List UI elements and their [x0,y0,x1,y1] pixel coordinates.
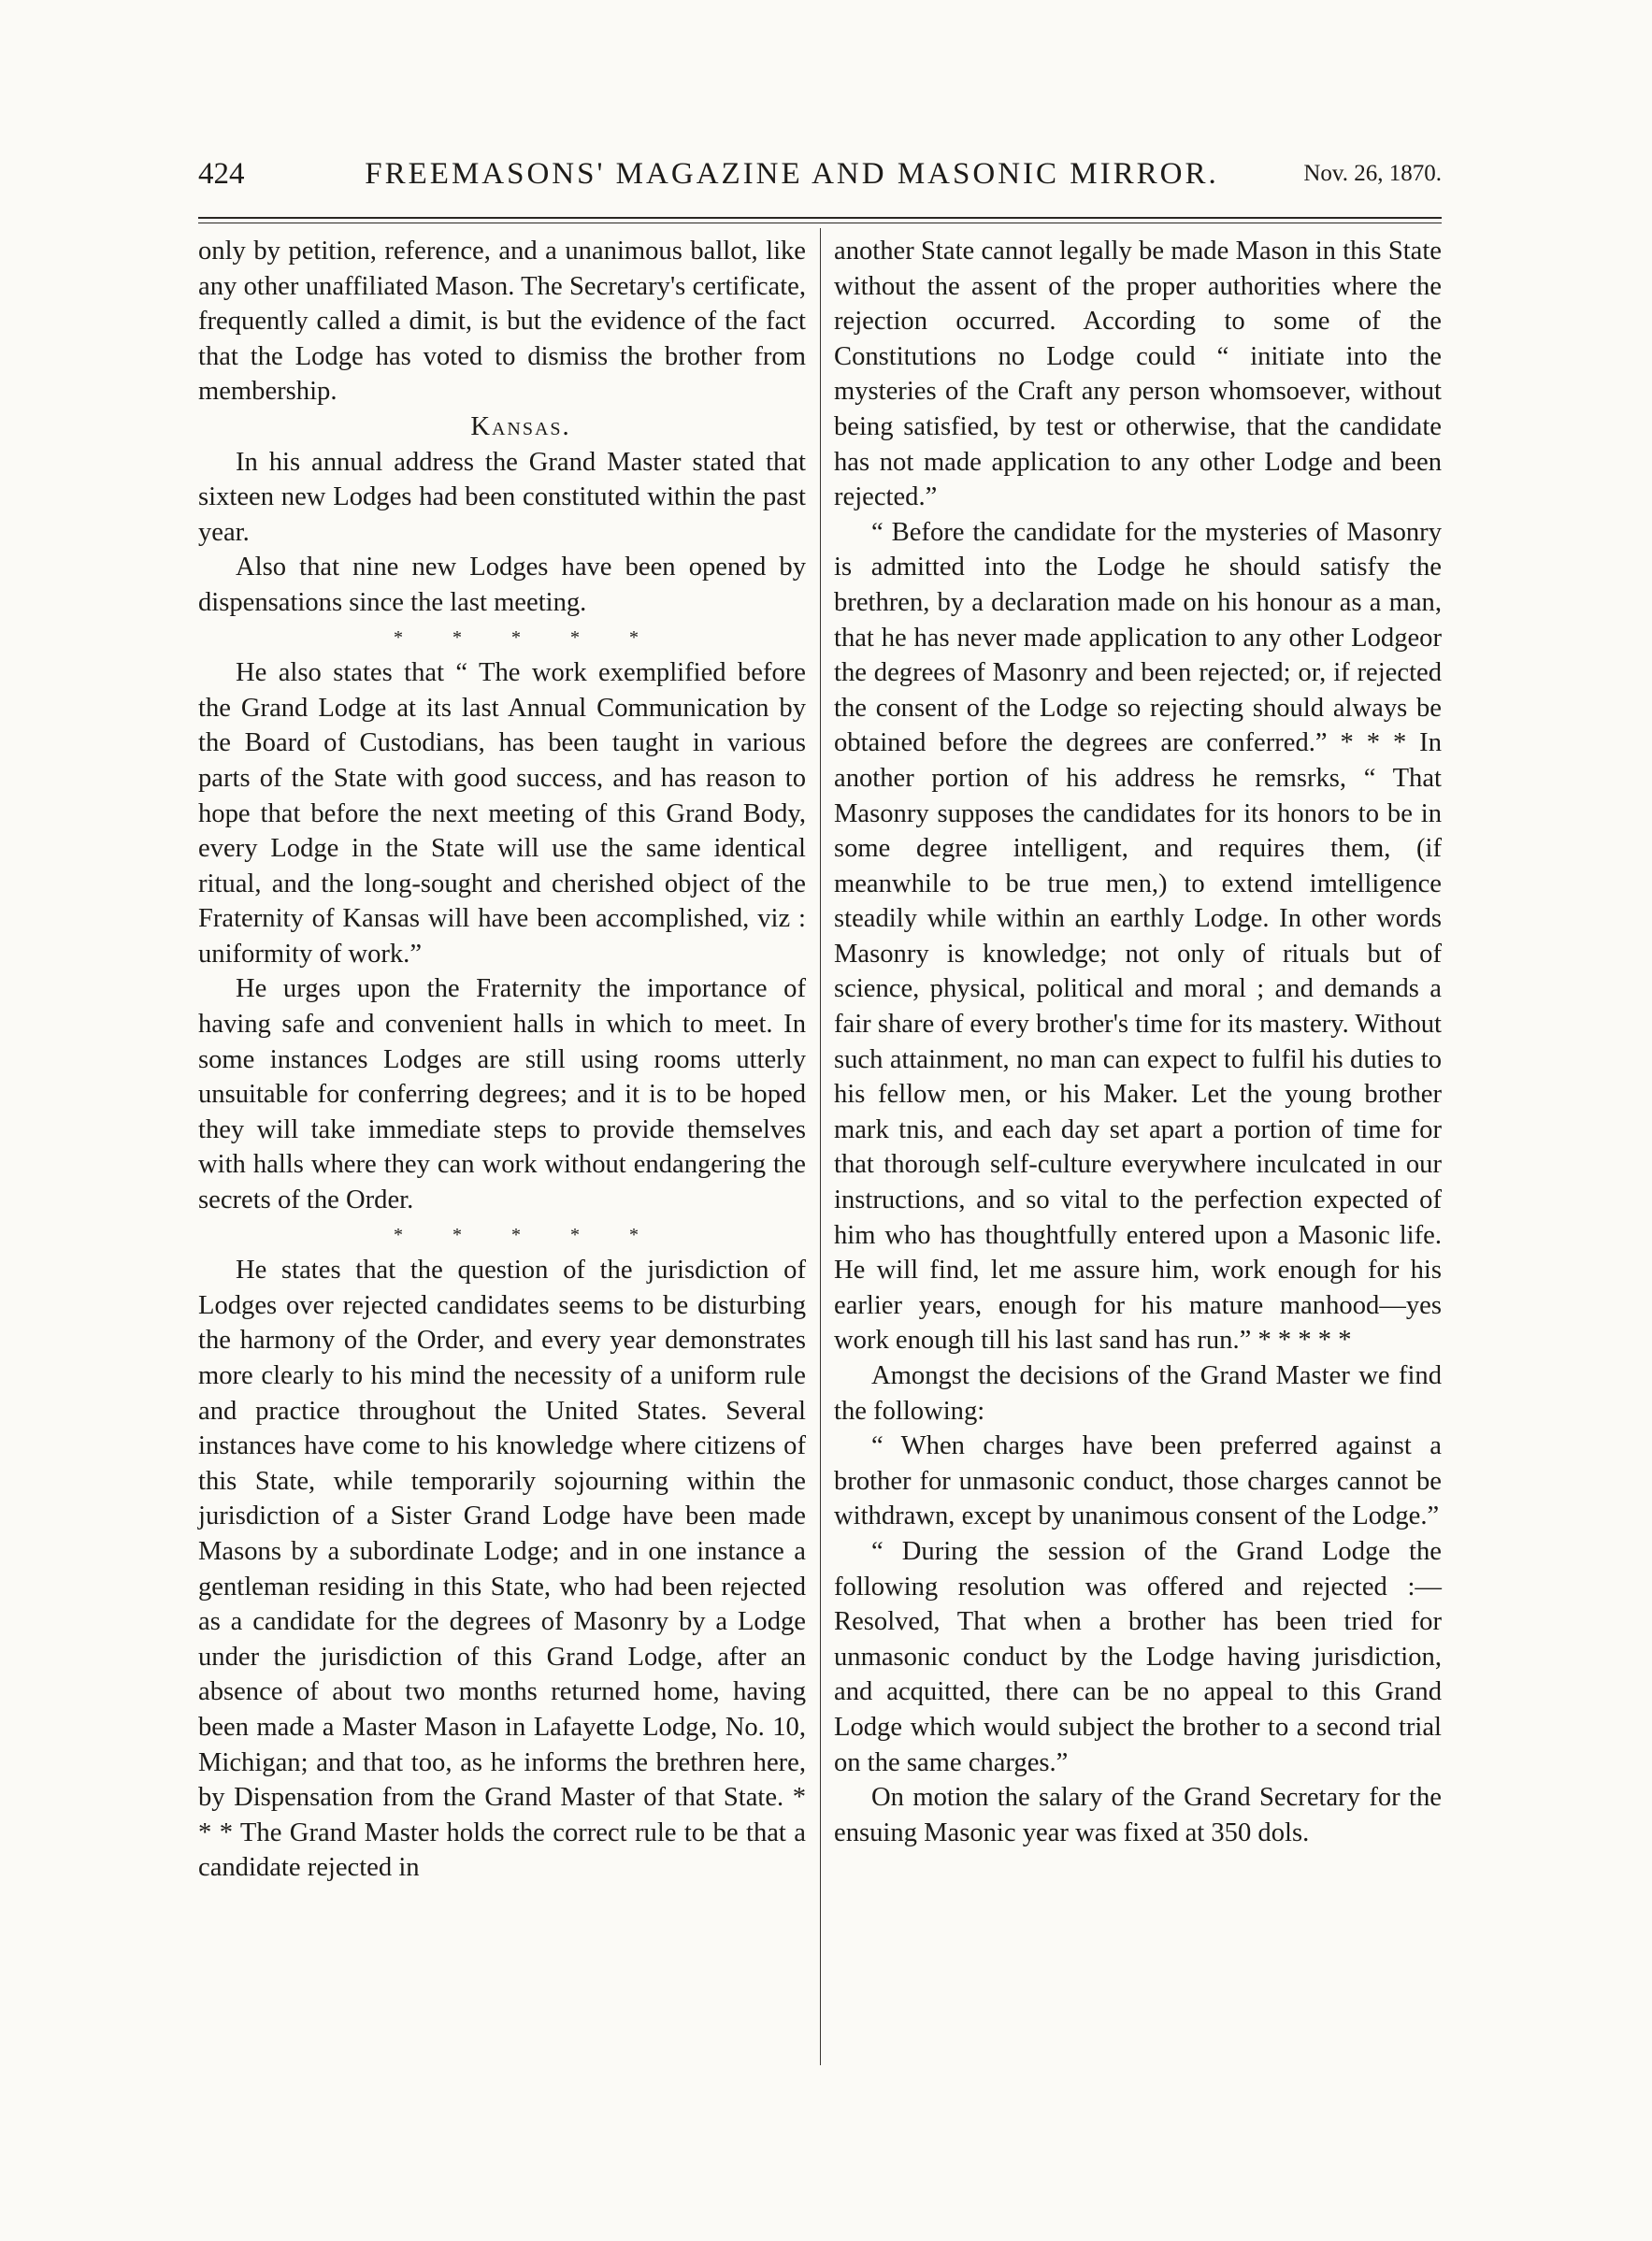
column-divider [820,228,821,2065]
paragraph: “ Before the candidate for the mysteries of Masonry is admitted into the Lodge he should satisfy the brethren, by a declaration made on his honour as a man, that he has never made application to any other Lodgeor the degrees of Masonry and been rejected; or, if rejected the consent of the Lodge so rejecting should always be obtained before the degrees are conferred.” * * * In another portion of his address he remsrks, “ That Masonry supposes the candidates for its honors to be in some degree intelligent, and requires them, (if meanwhile to be true men,) to extend imtelligence steadily while within an earthly Lodge. In other words Masonry is knowledge; not only of rituals but of science, physical, political and moral ; and demands a fair share of every brother's time for its mastery. Without such attainment, no man can expect to fulfil his duties to his fellow men, or his Maker. Let the young brother mark tnis, and each day set apart a portion of time for that thorough self-culture everywhere inculcated in our instructions, and so vital to the perfection expected of him who has thoughtfully entered upon a Masonic life. He will find, let me assure him, work enough for his earlier years, enough for his mature manhood—yes work enough till his last sand has run.” * * * * * [834,517,1442,1356]
left-column [198,234,806,1886]
paragraph: On motion the salary of the Grand Secretary for the ensuing Masonic year was fixed at 350 dols. [834,1783,1442,1847]
right-column [834,234,1442,1850]
running-title: FREEMASONS' MAGAZINE AND MASONIC MIRROR. [365,157,1219,191]
issue-date: Nov. 26, 1870. [1303,161,1442,186]
page-number: 424 [198,157,245,191]
asterism: * * * * * [394,626,639,648]
paragraph: Also that nine new Lodges have been opened by dispensations since the last meeting. [198,553,806,617]
paragraph: “ When charges have been preferred against a brother for unmasonic conduct, those charges cannot be withdrawn, except by unanimous consent of the Lodge.” [834,1431,1442,1531]
paragraph: He also states that “ The work exemplified before the Grand Lodge at its last Annual Communication by the Board of Custodians, has been taught in various parts of the State with good success, and has reason to hope that before the next meeting of this Grand Body, every Lodge in the State will use the same identical ritual, and the long-sought and cherished object of the Fraternity of Kansas will have been accomplished, viz : uniformity of work.” [198,658,806,969]
paragraph: “ During the session of the Grand Lodge the following resolution was offered and rejected :— Resolved, That when a brother has been tried for unmasonic conduct by the Lodge having jurisdiction, and acquitted, there can be no appeal to this Grand Lodge which would subject the brother to a second trial on the same charges.” [834,1536,1442,1777]
header-rule [198,217,1442,219]
paragraph: another State cannot legally be made Mason in this State without the assent of the proper authorities where the rejection occurred. According to some of the Constitutions no Lodge could “ initiate into the mysteries of the Craft any person whomsoever, without being satisfied, by test or otherwise, that the candidate has not made application to any other Lodge and been rejected.” [834,237,1442,512]
paragraph: only by petition, reference, and a unanimous ballot, like any other unaffiliated Mason. The Secretary's certificate, frequently called a dimit, is but the evidence of the fact that the Lodge has voted to dismiss the brother from membership. [198,237,806,407]
paragraph: In his annual address the Grand Master stated that sixteen new Lodges had been constituted within the past year. [198,447,806,547]
paragraph: He urges upon the Fraternity the importance of having safe and convenient halls in which to meet. In some instances Lodges are still using rooms utterly unsuitable for conferring degrees; and it is to be hoped they will take immediate steps to provide themselves with halls where they can work without endangering the secrets of the Order. [198,974,806,1215]
page-header [198,151,1442,204]
paragraph: He states that the question of the jurisdiction of Lodges over rejected candidates seems to be disturbing the harmony of the Order, and every year demonstrates more clearly to his mind the necessity of a uniform rule and practice throughout the United States. Several instances have come to his knowledge where citizens of this State, while temporarily sojourning within the jurisdiction of a Sister Grand Lodge have been made Masons by a subordinate Lodge; and in one instance a gentleman residing in this State, who had been rejected as a candidate for the degrees of Masonry by a Lodge under the jurisdiction of this Grand Lodge, after an absence of about two months returned home, having been made a Master Mason in Lafayette Lodge, No. 10, Michigan; and that too, as he informs the brethren here, by Dispensation from the Grand Master of that State. * * * The Grand Master holds the correct rule to be that a candidate rejected in [198,1256,806,1883]
asterism: * * * * * [394,1224,639,1245]
paragraph: Amongst the decisions of the Grand Master we find the following: [834,1361,1442,1426]
section-heading: Kansas. [470,411,571,441]
